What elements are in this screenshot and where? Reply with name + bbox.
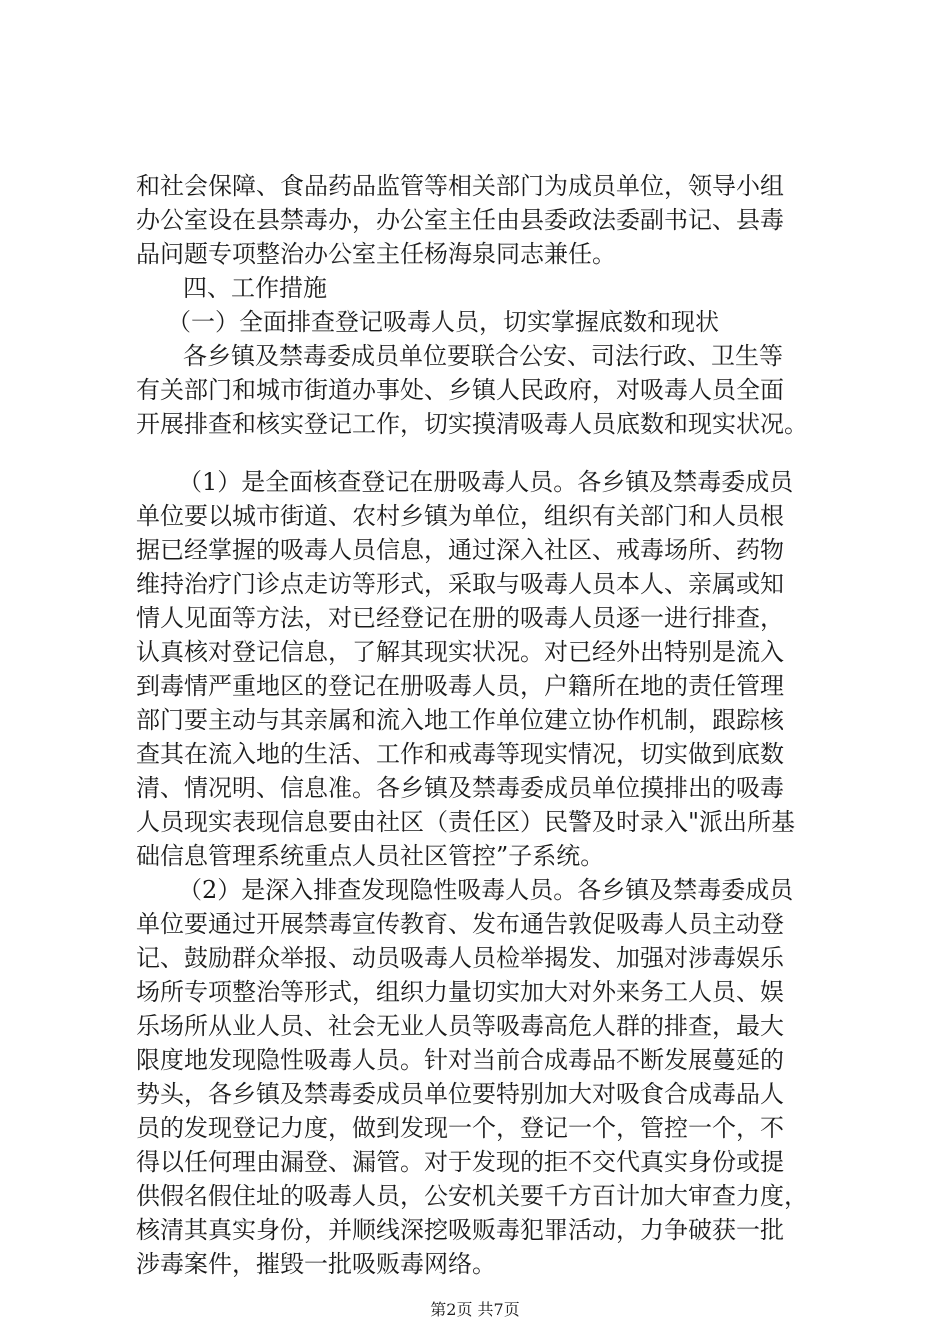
text-line: 维持治疗门诊点走访等形式，采取与吸毒人员本人、亲属或知 xyxy=(136,570,784,598)
text-line: （1）是全面核查登记在册吸毒人员。各乡镇及禁毒委成员 xyxy=(178,468,794,496)
text-line: 涉毒案件，摧毁一批吸贩毒网络。 xyxy=(136,1250,496,1278)
text-line: 限度地发现隐性吸毒人员。针对当前合成毒品不断发展蔓延的 xyxy=(136,1046,784,1074)
text-line: 单位要通过开展禁毒宣传教育、发布通告敦促吸毒人员主动登 xyxy=(136,910,784,938)
text-line: 查其在流入地的生活、工作和戒毒等现实情况，切实做到底数 xyxy=(136,740,784,768)
text-line: 得以任何理由漏登、漏管。对于发现的拒不交代真实身份或提 xyxy=(136,1148,784,1176)
text-line: 人员现实表现信息要由社区（责任区）民警及时录入"派出所基 xyxy=(136,808,796,836)
text-line: 记、鼓励群众举报、动员吸毒人员检举揭发、加强对涉毒娱乐 xyxy=(136,944,784,972)
text-line: 供假名假住址的吸毒人员，公安机关要千方百计加大审查力度， xyxy=(136,1182,808,1210)
page-number: 第2页 共7页 xyxy=(430,1300,520,1319)
text-line: 品问题专项整治办公室主任杨海泉同志兼任。 xyxy=(136,240,616,268)
text-line: 认真核对登记信息，了解其现实状况。对已经外出特别是流入 xyxy=(136,638,784,666)
text-line: 场所专项整治等形式，组织力量切实加大对外来务工人员、娱 xyxy=(136,978,784,1006)
text-line: 势头，各乡镇及禁毒委成员单位要特别加大对吸食合成毒品人 xyxy=(136,1080,784,1108)
text-line: 单位要以城市街道、农村乡镇为单位，组织有关部门和人员根 xyxy=(136,502,784,530)
text-line: 清、情况明、信息准。各乡镇及禁毒委成员单位摸排出的吸毒 xyxy=(136,774,784,802)
text-line: 据已经掌握的吸毒人员信息，通过深入社区、戒毒场所、药物 xyxy=(136,536,784,564)
text-line: 核清其真实身份，并顺线深挖吸贩毒犯罪活动，力争破获一批 xyxy=(136,1216,784,1244)
subsection-heading: （一）全面排查登记吸毒人员，切实掌握底数和现状 xyxy=(167,308,719,336)
text-line: （2）是深入排查发现隐性吸毒人员。各乡镇及禁毒委成员 xyxy=(178,876,794,904)
text-line: 部门要主动与其亲属和流入地工作单位建立协作机制，跟踪核 xyxy=(136,706,784,734)
text-line: 各乡镇及禁毒委成员单位要联合公安、司法行政、卫生等 xyxy=(183,342,783,370)
text-line: 到毒情严重地区的登记在册吸毒人员，户籍所在地的责任管理 xyxy=(136,672,784,700)
text-line: 开展排查和核实登记工作，切实摸清吸毒人员底数和现实状况。 xyxy=(136,410,808,438)
text-line: 和社会保障、食品药品监管等相关部门为成员单位，领导小组 xyxy=(136,172,784,200)
text-line: 情人见面等方法，对已经登记在册的吸毒人员逐一进行排查， xyxy=(136,604,784,632)
section-heading: 四、工作措施 xyxy=(183,274,327,302)
text-line: 员的发现登记力度，做到发现一个，登记一个，管控一个，不 xyxy=(136,1114,784,1142)
text-line: 有关部门和城市街道办事处、乡镇人民政府，对吸毒人员全面 xyxy=(136,376,784,404)
text-line: 乐场所从业人员、社会无业人员等吸毒高危人群的排查，最大 xyxy=(136,1012,784,1040)
text-line: 础信息管理系统重点人员社区管控”子系统。 xyxy=(136,842,605,870)
text-line: 办公室设在县禁毒办，办公室主任由县委政法委副书记、县毒 xyxy=(136,206,784,234)
